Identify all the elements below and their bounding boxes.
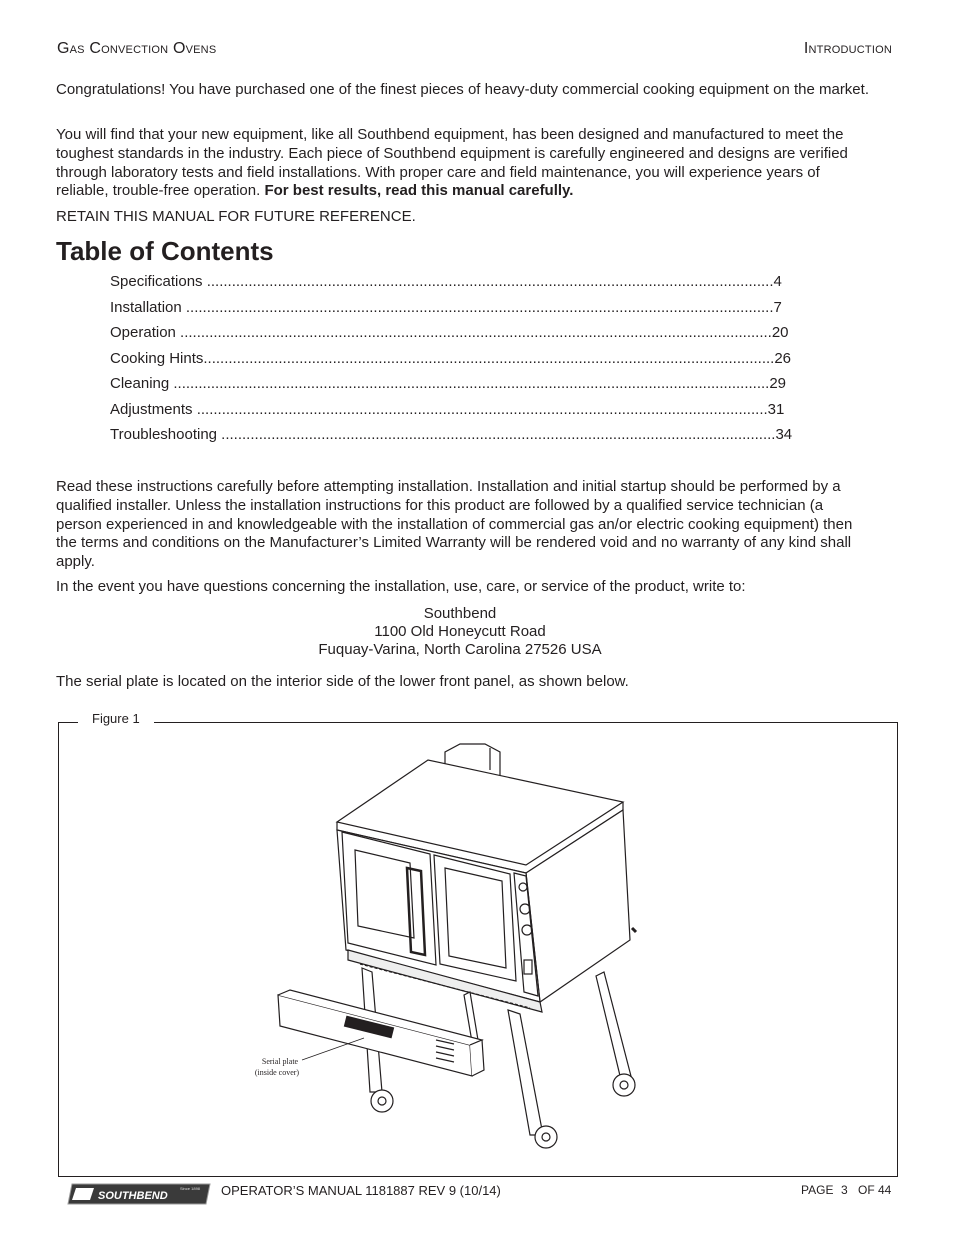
- running-header-title: Gas Convection Ovens: [57, 40, 217, 57]
- leg-front-right-shape: [508, 1010, 543, 1135]
- serial-plate-leader-line: [302, 1038, 364, 1060]
- toc-entry-adjustments[interactable]: Adjustments .........................................................................................................................................31: [110, 400, 785, 418]
- toc-entry-cleaning[interactable]: Cleaning ...............................................................................................................................................29: [110, 375, 787, 392]
- serial-plate-paragraph: The serial plate is located on the interior side of the lower front panel, as shown below.: [56, 673, 629, 690]
- intro-paragraph-2: [56, 126, 876, 201]
- retain-notice: RETAIN THIS MANUAL FOR FUTURE REFERENCE.: [56, 208, 416, 225]
- figure-label: Figure 1: [78, 711, 154, 727]
- manual-reference: OPERATOR’S MANUAL 1181887 REV 9 (10/14): [221, 1183, 501, 1198]
- toc-title: Table of Contents: [56, 236, 274, 266]
- running-header-section: Introduction: [803, 40, 892, 57]
- intro-paragraph-1: Congratulations! You have purchased one of the finest pieces of heavy-duty commercial cooking equipment on the market.: [56, 81, 869, 98]
- toc-entry-cooking-hints[interactable]: Cooking Hints.........................................................................................................................................26: [110, 349, 792, 367]
- table-of-contents: [110, 272, 822, 451]
- contact-paragraph: In the event you have questions concerning the installation, use, care, or service of the product, write to:: [56, 578, 746, 595]
- caster-back-right-shape: [613, 1074, 635, 1096]
- leg-back-right-shape: [596, 972, 632, 1084]
- intro-paragraph-2-text: You will find that your new equipment, like all Southbend equipment, has been designed and manufactured to meet the toughest standards in the industry. Each piece of Southbend equipment is carefully engineered and designs are verified through laboratory tests and field installations. With proper care and field maintenance, you will experience years of reliable, trouble-free operation.: [56, 126, 848, 200]
- caster-front-left-shape: [371, 1090, 393, 1112]
- logo-since: Since 1898: [180, 1186, 201, 1191]
- lower-front-panel-end: [470, 1040, 484, 1076]
- serial-plate-callout-line-2: (inside cover): [254, 1068, 300, 1077]
- serial-plate-callout-line-1: Serial plate: [261, 1057, 299, 1066]
- toc-entry-troubleshooting[interactable]: Troubleshooting .....................................................................................................................................34: [110, 426, 793, 443]
- toc-entry-operation[interactable]: Operation ..............................................................................................................................................20: [110, 324, 789, 341]
- leg-back-left-shape: [464, 992, 478, 1042]
- toc-entry-specifications[interactable]: Specifications ........................................................................................................................................4: [110, 273, 782, 290]
- address-line-company: Southbend: [423, 605, 497, 622]
- address-line-city: Fuquay-Varina, North Carolina 27526 USA: [318, 641, 602, 658]
- page-total: OF 44: [858, 1183, 892, 1197]
- logo-wordmark: SOUTHBEND: [98, 1190, 168, 1202]
- caster-front-right-shape: [535, 1126, 557, 1148]
- intro-paragraph-2-emphasis: For best results, read this manual carefully.: [264, 182, 574, 200]
- southbend-logo: [66, 1183, 212, 1205]
- oven-side-handle: [632, 928, 636, 932]
- page-prefix: PAGE: [801, 1183, 834, 1197]
- page-number: 3: [841, 1183, 848, 1197]
- convection-oven-illustration: [240, 740, 660, 1160]
- address-line-street: 1100 Old Honeycutt Road: [374, 623, 546, 640]
- installation-warning-paragraph: Read these instructions carefully before attempting installation. Installation and initial startup should be performed by a qualified installer. Unless the installation instructions for this product are followed by a qualified service technician (a person experienced in and knowledgeable with the installation of commercial gas an/or electric cooking equipment) then the terms and conditions on the Manufacturer’s Limited Warranty will be rendered void and no warranty of any kind shall apply.: [56, 478, 853, 571]
- toc-entry-installation[interactable]: Installation .............................................................................................................................................7: [110, 298, 782, 316]
